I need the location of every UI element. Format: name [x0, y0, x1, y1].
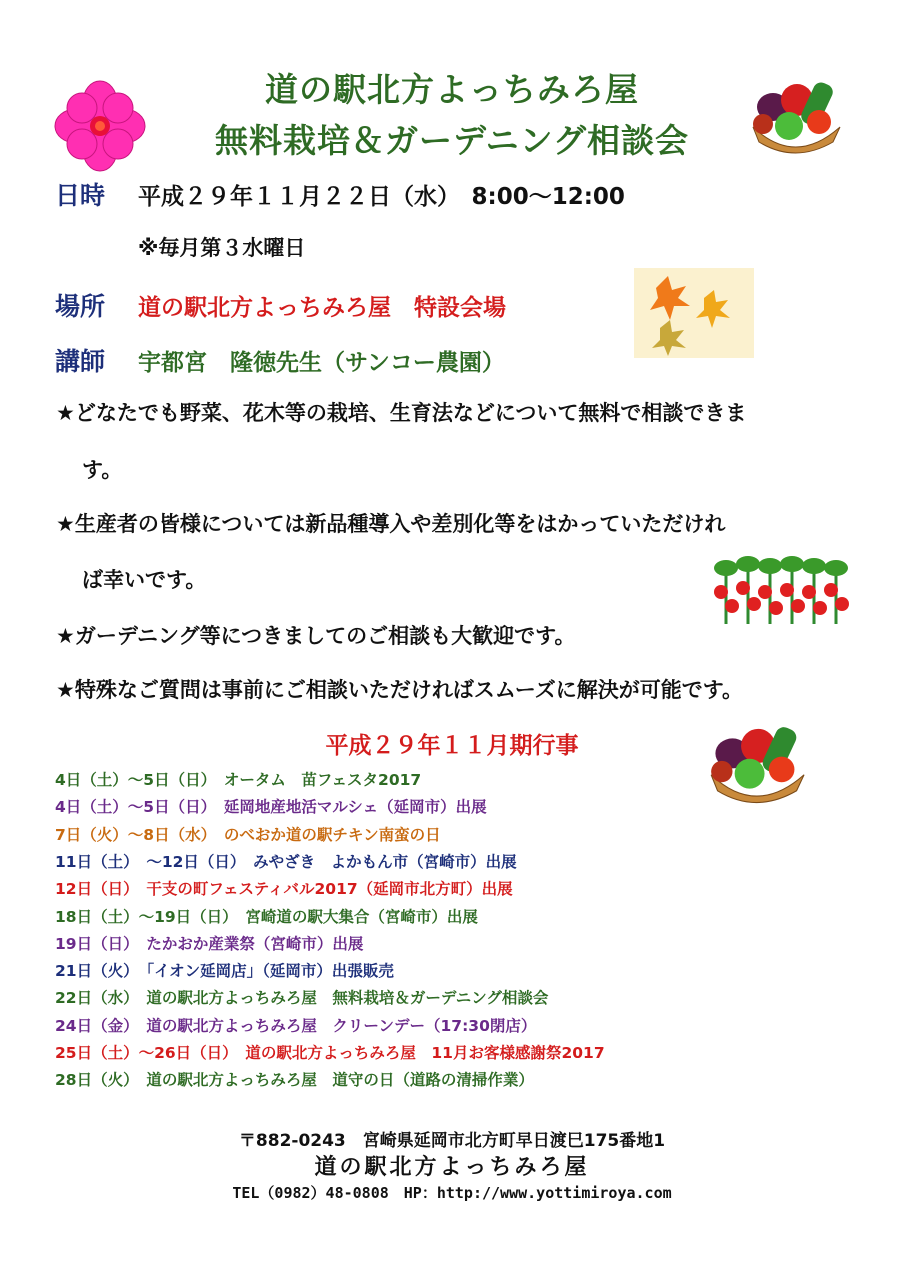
title-line1: 道の駅北方よっちみろ屋 [265, 70, 639, 109]
note-line2b: ば幸いです。 [82, 568, 207, 592]
tomato-plants-icon [712, 552, 852, 630]
event-item: 12日（日） 干支の町フェスティバル2017（延岡市北方町）出展 [55, 880, 513, 899]
event-item: 24日（金） 道の駅北方よっちみろ屋 クリーンデー（17:30閉店） [55, 1016, 537, 1035]
vegetable-basket-icon [700, 716, 812, 810]
note-line4: ★特殊なご質問は事前にご相談いただければスムーズに解決が可能です。 [56, 678, 744, 702]
note-line1: ★どなたでも野菜、花木等の栽培、生育法などについて無料で相談できま [56, 401, 747, 425]
event-item: 21日（火） 「イオン延岡店」（延岡市）出張販売 [55, 962, 394, 981]
event-item: 28日（火） 道の駅北方よっちみろ屋 道守の日（道路の清掃作業） [55, 1071, 534, 1090]
autumn-leaves-icon [634, 268, 754, 358]
note-line1b: す。 [82, 458, 123, 482]
event-item: 7日（火）～8日（水） のべおか道の駅チキン南蛮の日 [55, 825, 441, 844]
lecturer-label: 講師 [55, 347, 106, 376]
date-value: 平成２９年１１月２２日（水） 8:00～12:00 [138, 184, 625, 210]
event-item: 18日（土）～19日（日） 宮崎道の駅大集合（宮崎市）出展 [55, 907, 478, 926]
event-item: 4日（土）～5日（日） オータム 苗フェスタ2017 [55, 771, 422, 789]
date-label: 日時 [55, 181, 106, 210]
events-title: 平成２９年１１月期行事 [325, 733, 579, 759]
lecturer-value: 宇都宮 隆徳先生（サンコー農園） [138, 350, 505, 376]
date-note: ※毎月第３水曜日 [138, 236, 306, 260]
footer-name: 道の駅北方よっちみろ屋 [314, 1155, 590, 1180]
footer-address: 〒882-0243 宮崎県延岡市北方町早日渡巳175番地1 [238, 1131, 666, 1151]
event-item: 25日（土）～26日（日） 道の駅北方よっちみろ屋 11月お客様感謝祭2017 [55, 1044, 605, 1062]
place-label: 場所 [55, 292, 106, 321]
event-item: 19日（日） たかおか産業祭（宮崎市）出展 [55, 934, 364, 953]
event-item: 22日（水） 道の駅北方よっちみろ屋 無料栽培＆ガーデニング相談会 [55, 989, 549, 1008]
note-line3: ★ガーデニング等につきましてのご相談も大歓迎です。 [56, 624, 576, 648]
event-item: 11日（土） ～12日（日） みやざき よかもん市（宮崎市）出展 [55, 852, 517, 871]
title-line2: 無料栽培＆ガーデニング相談会 [214, 121, 690, 160]
place-value: 道の駅北方よっちみろ屋 特設会場 [138, 295, 506, 321]
footer-contact: TEL（0982）48-0808 HP：http://www.yottimiroya.com [232, 1184, 672, 1202]
event-item: 4日（土）～5日（日） 延岡地産地活マルシェ（延岡市）出展 [55, 798, 487, 817]
note-line2: ★生産者の皆様については新品種導入や差別化等をはかっていただけれ [56, 512, 726, 536]
